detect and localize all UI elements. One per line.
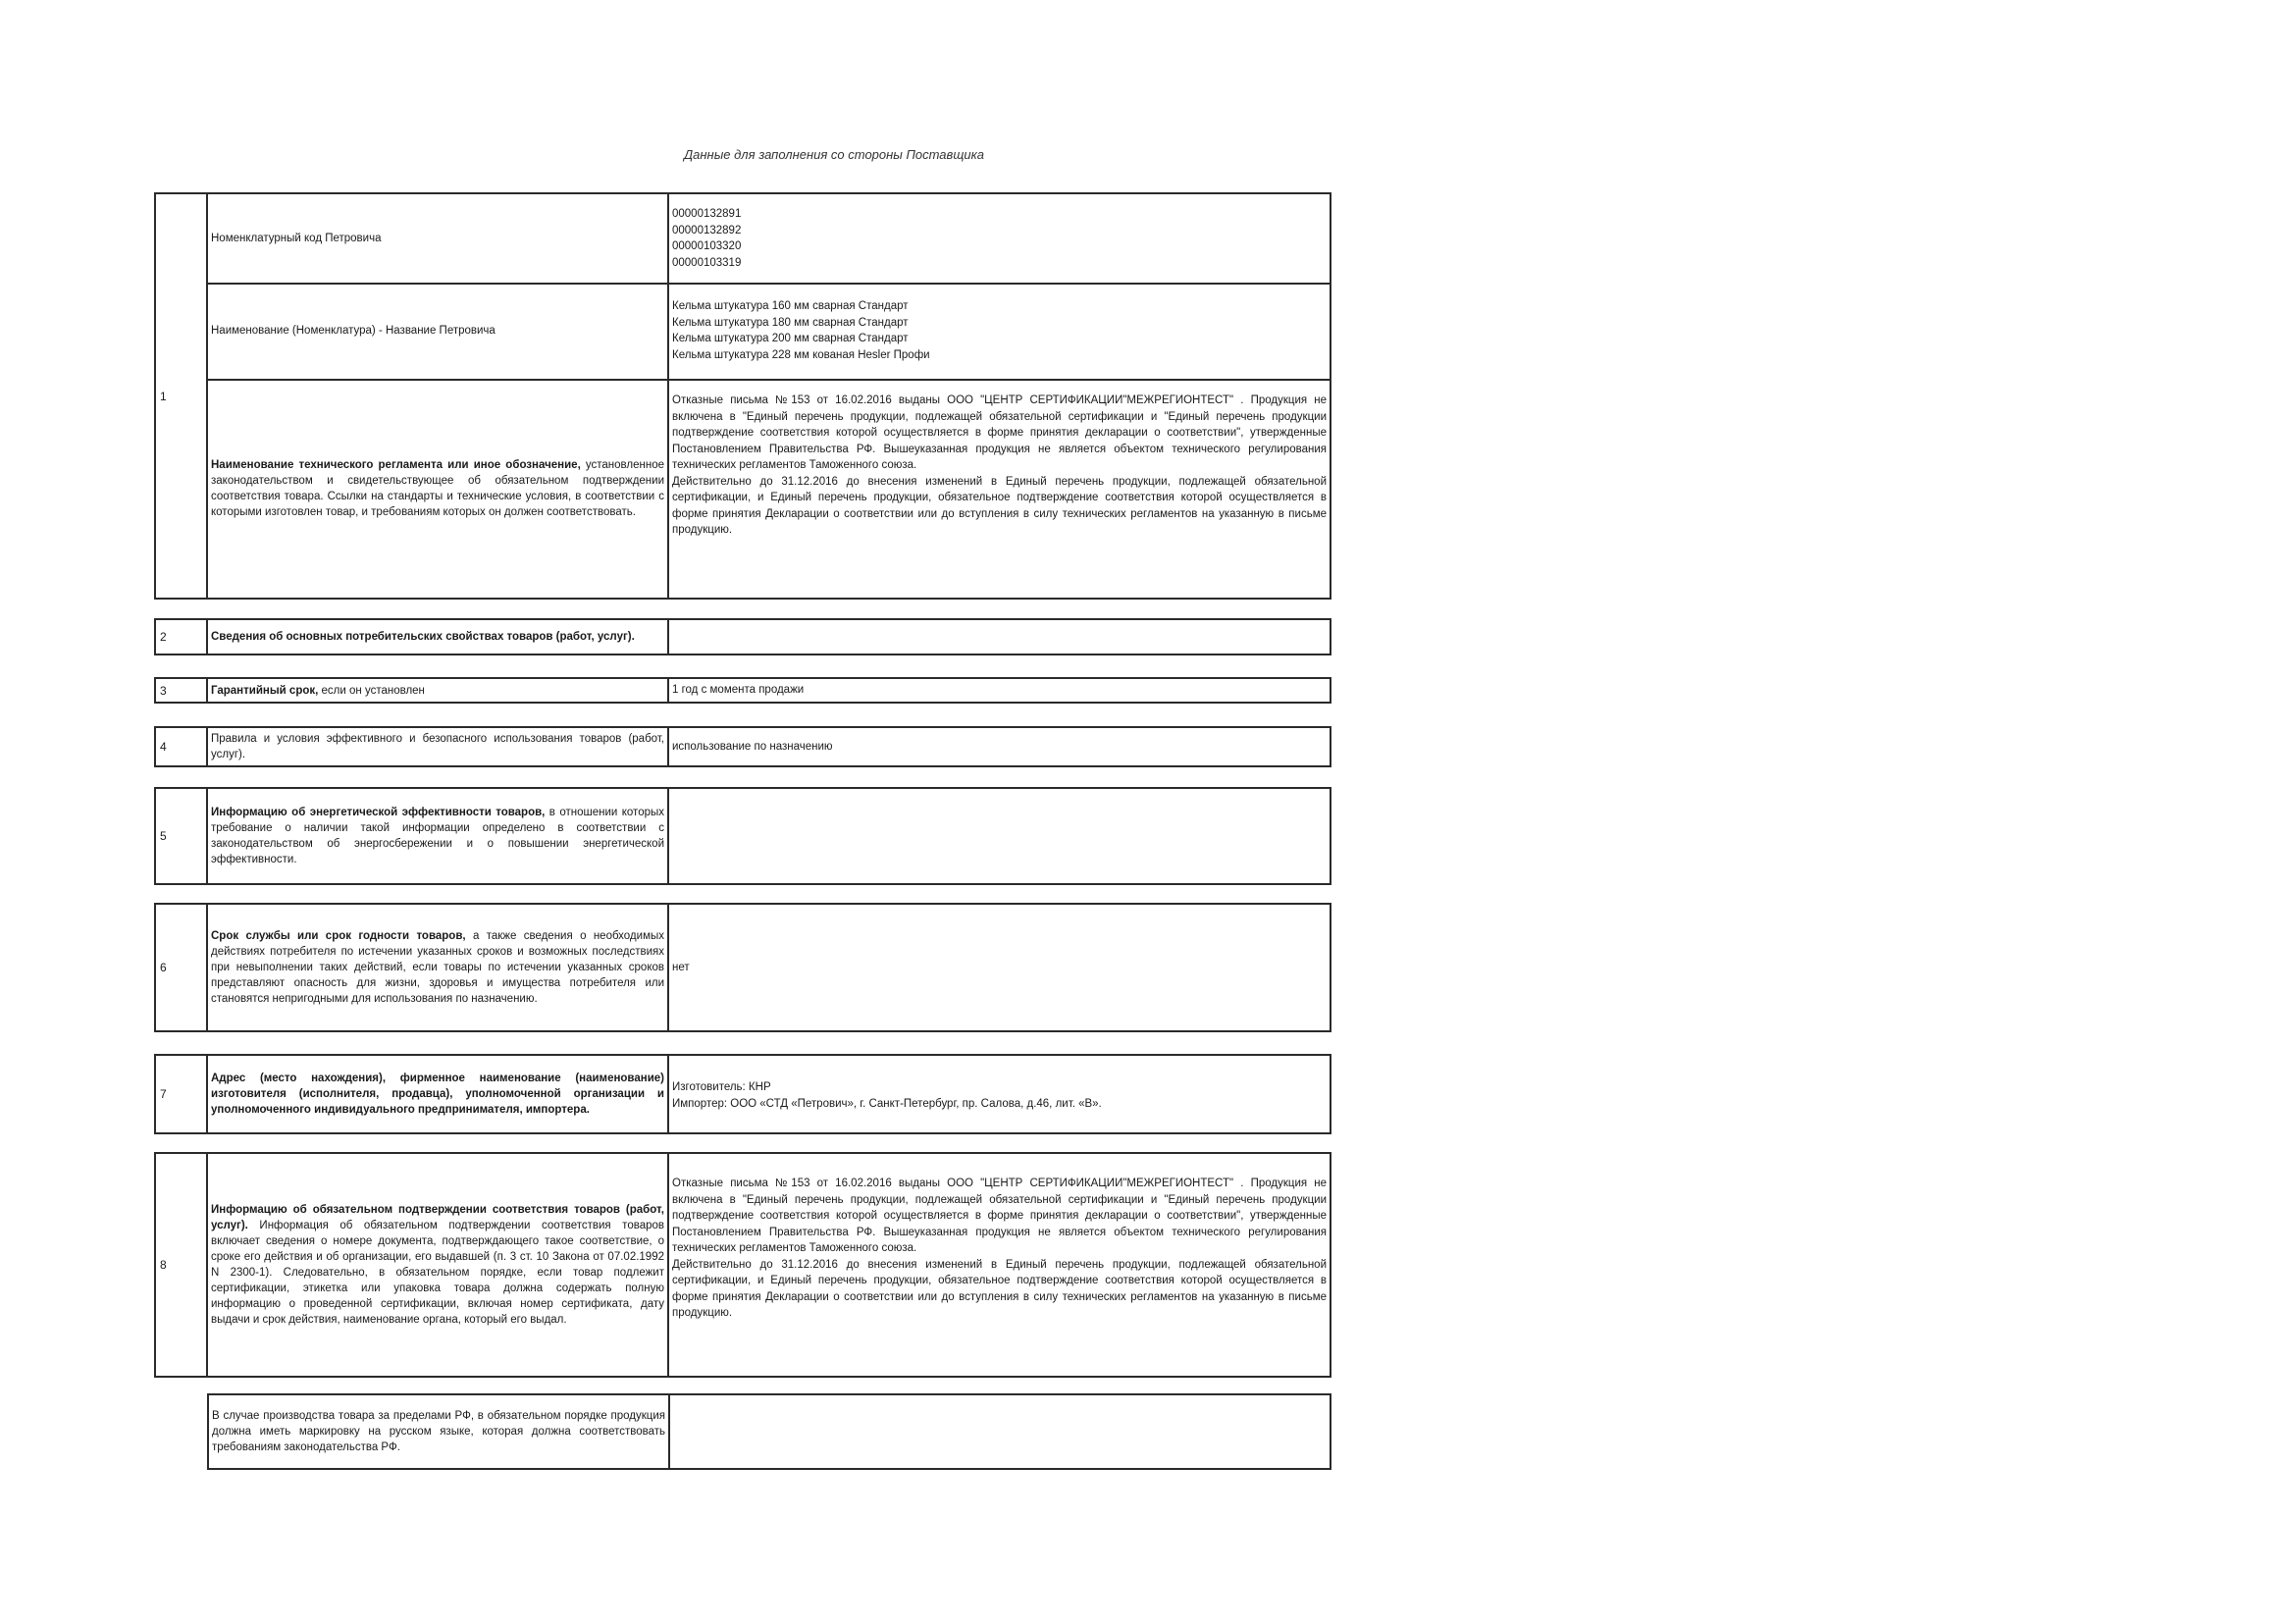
row-label-bold: Информацию об обязательном подтверждении соответствия товаров (работ, услуг).	[211, 1204, 664, 1231]
table-block-1	[154, 192, 1331, 600]
row-label-text: а также сведения о необходимых действиях потребителя по истечении указанных сроков и возможных последствиях при невыполнении таких действий, если товары по истечении указанных сроков представляют опасность для жизни, здоровья и имущества потребителя или становятся непригодными для использования по назначению.	[211, 930, 664, 1005]
row-number: 8	[156, 1154, 208, 1376]
table-row-4	[154, 726, 1331, 767]
row-value: 1 год с момента продажи	[672, 684, 805, 697]
row-value: нет	[672, 961, 690, 973]
regulation-label-cell	[208, 379, 669, 598]
row-label-text: в отношении которых требование о наличии такой информации определено в соответствии с законодательством об энергосбережении и о повышении энергетической эффективности.	[211, 807, 664, 865]
regulation-value: Отказные письма №153 от 16.02.2016 выданы ООО "ЦЕНТР СЕРТИФИКАЦИИ"МЕЖРЕГИОНТЕСТ" . Продукция не включена в "Единый перечень продукции, подлежащей обязательной сертификации и "Единый перечень продукции подтверждение соответствия которой осуществляется в форме принятия декларации о соответствии", утвержденные Постановлением Правительства РФ. Вышеуказанная продукция не является объектом технического регулирования технических регламентов Таможенного союза. Действительно до 31.12.2016 до внесения изменений в Единый перечень продукции, подлежащей обязательной сертификации, и Единый перечень продукции, обязательное подтверждение соответствия которой осуществляется в форме принятия Декларации о соответствии или до вступления в силу технических регламентов на указанную в письме продукцию.	[672, 394, 1327, 536]
row-label-text: Правила и условия эффективного и безопасного использования товаров (работ, услуг).	[211, 733, 664, 760]
row-number: 5	[156, 789, 208, 883]
name-label: Наименование (Номенклатура) - Название Петровича	[211, 325, 496, 337]
row-value-cell	[669, 905, 1330, 1030]
regulation-label-bold: Наименование технического регламента или иное обозначение,	[211, 458, 581, 471]
code-label-cell	[208, 194, 669, 283]
row-label-text: если он установлен	[318, 684, 425, 697]
regulation-label-text: установленное законодательством и свидетельствующее об обязательном подтверждении соответствия товара. Ссылки на стандарты и технические условия, в соответствии с которыми изготовлен товар, и требованиям которых он должен соответствовать.	[211, 458, 664, 518]
row-value-cell	[669, 620, 1330, 654]
row-label-text: Информация об обязательном подтверждении соответствия товаров включает сведения о номере документа, подтверждающего такое соответствие, о сроке его действия и об организации, его выдавшей (п. 3 ст. 10 Закона от 07.02.1992 N 2300-1). Следовательно, в обязательном порядке, если товар подлежит сертификации, этикетка или упаковка товара должна содержать полную информацию о проведенной сертификации, включая номер сертификата, дату выдачи и срок действия, наименование органа, который его выдал.	[211, 1220, 664, 1326]
table-row-2	[154, 618, 1331, 655]
row-value-cell	[669, 789, 1330, 883]
row-value: Отказные письма №153 от 16.02.2016 выданы ООО "ЦЕНТР СЕРТИФИКАЦИИ"МЕЖРЕГИОНТЕСТ" . Продукция не включена в "Единый перечень продукции, подлежащей обязательной сертификации и "Единый перечень продукции подтверждение соответствия которой осуществляется в форме принятия декларации о соответствии", утвержденные Постановлением Правительства РФ. Вышеуказанная продукция не является объектом технического регулирования технических регламентов Таможенного союза. Действительно до 31.12.2016 до внесения изменений в Единый перечень продукции, подлежащей обязательной сертификации, и Единый перечень продукции, обязательное подтверждение соответствия которой осуществляется в форме принятия Декларации о соответствии или до вступления в силу технических регламентов на указанную в письме продукцию.	[672, 1178, 1327, 1319]
row-label-text: В случае производства товара за пределами РФ, в обязательном порядке продукция должна иметь маркировку на русском языке, которая должна соответствовать требованиям законодательства РФ.	[212, 1410, 665, 1453]
row-value-cell	[669, 728, 1330, 765]
regulation-value-cell	[669, 391, 1330, 598]
row-number: 2	[156, 620, 208, 654]
code-label: Номенклатурный код Петровича	[211, 233, 382, 244]
page-header: Данные для заполнения со стороны Поставщика	[684, 147, 984, 162]
row-value-cell	[669, 1154, 1330, 1376]
row-value-cell	[669, 1056, 1330, 1132]
table-row-3	[154, 677, 1331, 704]
row-value-cell	[669, 679, 1330, 702]
row-label-bold: Информацию об энергетической эффективности товаров,	[211, 807, 546, 818]
row-value: использование по назначению	[672, 740, 833, 753]
table-row-6	[154, 903, 1331, 1032]
table-row-5	[154, 787, 1331, 885]
names-value: Кельма штукатура 160 мм сварная Стандарт Кельма штукатура 180 мм сварная Стандарт Кельма штукатура 200 мм сварная Стандарт Кельма штукатура 228 мм кованая Hesler Профи	[672, 300, 930, 361]
row-number: 4	[156, 728, 208, 765]
row-label-bold: Срок службы или срок годности товаров,	[211, 930, 466, 942]
row-value: Изготовитель: КНР Импортер: ООО «СТД «Петрович», г. Санкт-Петербург, пр. Салова, д.46, лит. «В».	[672, 1081, 1102, 1110]
row-number: 3	[156, 679, 208, 702]
row-label-cell	[208, 728, 669, 765]
row-label-cell	[208, 1154, 669, 1376]
row-label-cell	[208, 620, 669, 654]
row-number: 1	[156, 194, 208, 598]
row-label-bold: Сведения об основных потребительских свойствах товаров (работ, услуг).	[211, 631, 635, 643]
codes-cell	[669, 194, 1330, 283]
codes-value: 00000132891 00000132892 00000103320 00000103319	[672, 208, 742, 269]
name-label-cell	[208, 283, 669, 379]
row-number: 6	[156, 905, 208, 1030]
row-label-bold: Адрес (место нахождения), фирменное наименование (наименование) изготовителя (исполнителя, продавца), уполномоченной организации и уполномоченного индивидуального предпринимателя, импортера.	[211, 1073, 664, 1116]
table-row-7	[154, 1054, 1331, 1134]
row-label-cell	[208, 789, 669, 883]
row-label-cell	[208, 679, 669, 702]
row-label-cell	[209, 1395, 670, 1468]
row-label-bold: Гарантийный срок,	[211, 684, 319, 697]
row-label-cell	[208, 1056, 669, 1132]
names-cell	[669, 283, 1330, 379]
row-label-cell	[208, 905, 669, 1030]
row-value-cell	[670, 1395, 1330, 1468]
row-number: 7	[156, 1056, 208, 1132]
table-row-last	[207, 1393, 1331, 1470]
table-row-8	[154, 1152, 1331, 1378]
